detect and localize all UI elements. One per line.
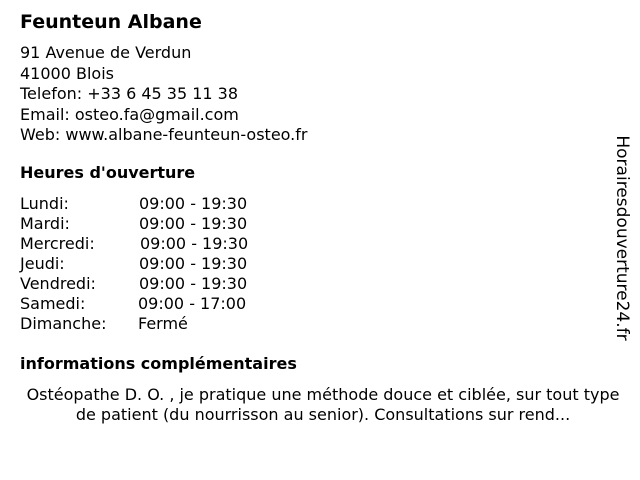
time-range: 09:00 - 19:30: [139, 194, 248, 213]
street-address: 91 Avenue de Verdun: [20, 43, 192, 62]
website-line: Web: www.albane-feunteun-osteo.fr: [20, 125, 308, 144]
time-range: 09:00 - 19:30: [140, 234, 249, 253]
day-label: Vendredi:: [20, 274, 96, 293]
time-range: Fermé: [138, 314, 188, 333]
phone-line: Telefon: +33 6 45 35 11 38: [20, 84, 239, 103]
time-range: 09:00 - 19:30: [139, 254, 248, 273]
day-label: Dimanche:: [20, 314, 107, 333]
time-range: 09:00 - 19:30: [139, 274, 248, 293]
day-label: Lundi:: [20, 194, 69, 213]
time-range: 09:00 - 19:30: [139, 214, 248, 233]
site-watermark: Horairesdouverture24.fr: [612, 135, 632, 341]
day-label: Mardi:: [20, 214, 70, 233]
opening-hours-heading: Heures d'ouverture: [20, 163, 196, 182]
day-label: Mercredi:: [20, 234, 95, 253]
business-name: Feunteun Albane: [20, 11, 202, 33]
additional-info-heading: informations complémentaires: [20, 354, 297, 373]
city-postal: 41000 Blois: [20, 63, 114, 83]
contact-block: [20, 43, 307, 146]
day-label: Jeudi:: [20, 254, 65, 273]
email-line: Email: osteo.fa@gmail.com: [20, 104, 239, 124]
additional-info-text: Ostéopathe D. O. , je pratique une méthode douce et ciblée, sur tout type de patient (du nourrisson au senior). Consultations sur rend...: [26, 385, 620, 424]
time-range: 09:00 - 17:00: [138, 294, 247, 313]
day-label: Samedi:: [20, 294, 86, 313]
